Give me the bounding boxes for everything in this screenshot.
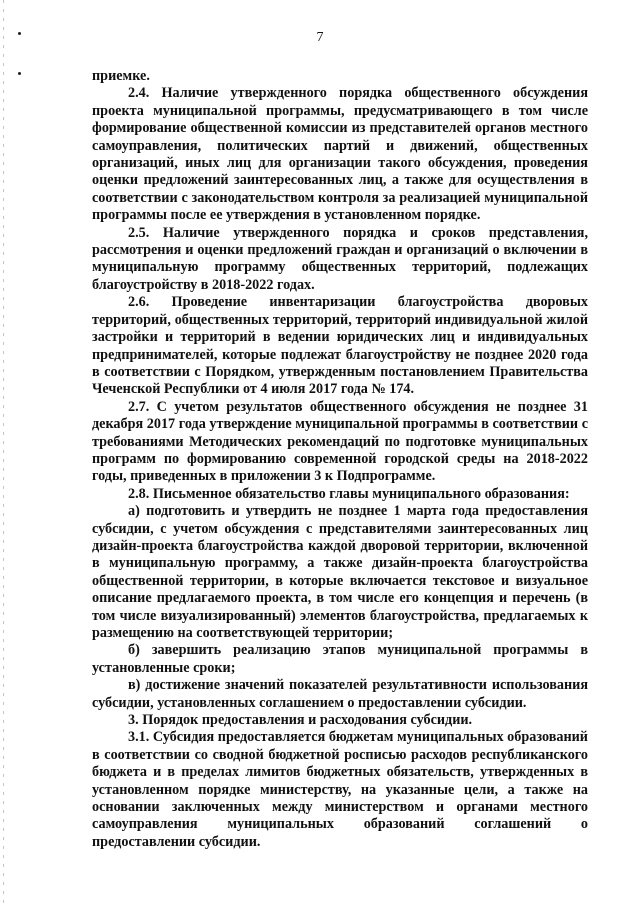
paragraph-3-1: 3.1. Субсидия предоставляется бюджетам муниципальных образований в соответствии со сводной бюджетной росписью расходов республиканского бюджета и в пределах лимитов бюджетных обязательств, утвержденных в установленном порядке министерству, на указанные цели, а также на основании заключенных между министерством и органами местного самоуправления муниципальных образований соглашений о предоставлении субсидии. <box>92 729 588 850</box>
paragraph-continuation: приемке. <box>92 68 150 84</box>
paragraph-2-4: 2.4. Наличие утвержденного порядка общественного обсуждения проекта муниципальной программы, предусматривающего в том числе формирование общественной комиссии из представителей органов местного самоуправления, политических партий и движений, общественных организаций, иных лиц для организации такого обсуждения, проведения оценки предложений заинтересованных лиц, а также для осуществления в соответствии с законодательством контроля за реализацией муниципальной программы после ее утверждения в установленном порядке. <box>92 85 588 224</box>
scan-edge-artifact <box>3 0 4 905</box>
paragraph-2-8-b: б) завершить реализацию этапов муниципальной программы в установленные сроки; <box>92 642 588 676</box>
section-3-heading: 3. Порядок предоставления и расходования субсидии. <box>128 712 473 729</box>
page-number: 7 <box>316 30 324 45</box>
paragraph-2-7: 2.7. С учетом результатов общественного обсуждения не позднее 31 декабря 2017 года утверждение муниципальной программы в соответствии с требованиями Методических рекомендаций по подготовке муниципальных программ по формированию современной городской среды на 2018-2022 годы, приведенных в приложении 3 к Подпрограмме. <box>92 398 588 485</box>
paragraph-2-5: 2.5. Наличие утвержденного порядка и сроков представления, рассмотрения и оценки предложений граждан и организаций о включении в муниципальную программу общественных территорий, подлежащих благоустройству в 2018-2022 годах. <box>92 224 588 293</box>
paragraph-2-8-c: в) достижение значений показателей результативности использования субсидии, установленных соглашением о предоставлении субсидии. <box>92 677 588 711</box>
paragraph-2-8-a: а) подготовить и утвердить не позднее 1 марта года предоставления субсидии, с учетом обсуждения с представителями заинтересованных лиц дизайн-проекта благоустройства каждой дворовой территории, включенной в муниципальную программу, а также дизайн-проекта благоустройства общественной территории, в которые включается текстовое и визуальное описание предлагаемого проекта, в том числе его концепция и перечень (в том числе визуализированный) элементов благоустройства, предлагаемых к размещению на соответствующей территории; <box>92 503 588 641</box>
paragraph-2-8: 2.8. Письменное обязательство главы муниципального образования: <box>128 485 570 502</box>
paragraph-2-6: 2.6. Проведение инвентаризации благоустройства дворовых территорий, общественных территорий, территорий индивидуальной жилой застройки и территорий в ведении юридических лиц и индивидуальных предпринимателей, которые подлежат благоустройству не позднее 2020 года в соответствии с Порядком, утвержденным постановлением Правительства Чеченской Республики от 4 июля 2017 года № 174. <box>92 294 588 398</box>
margin-dot <box>18 72 21 75</box>
document-body <box>92 68 588 851</box>
